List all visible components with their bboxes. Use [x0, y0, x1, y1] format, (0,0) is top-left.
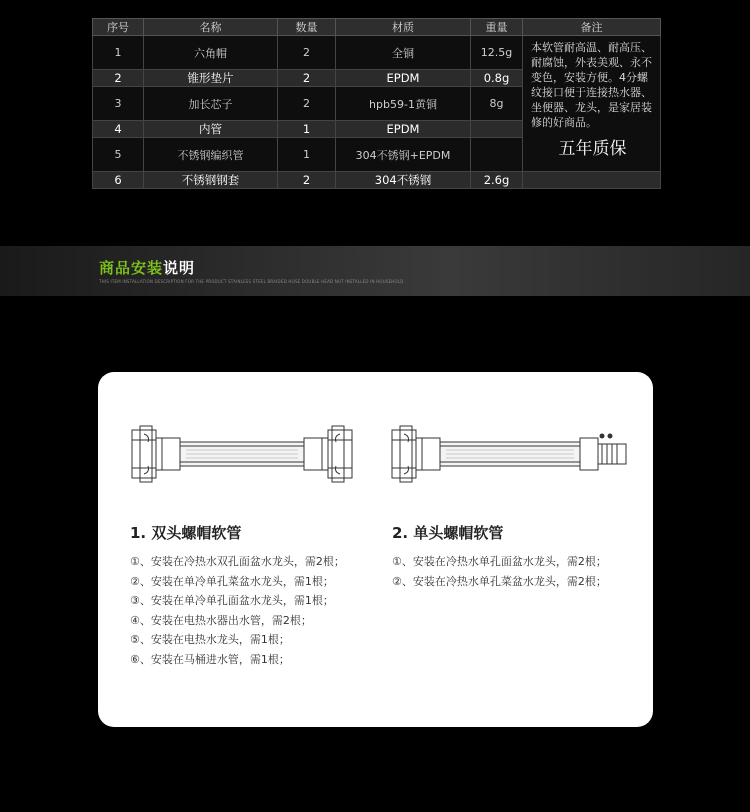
table-row: [93, 172, 661, 189]
cell-no: 4: [93, 121, 144, 138]
cell-qty: 2: [278, 36, 336, 70]
install-title-green: 商品安装: [99, 259, 164, 277]
cell-material: 304不锈钢+EPDM: [336, 138, 471, 172]
spec-table: [92, 18, 661, 189]
cell-weight: [471, 121, 523, 138]
header-no: 序号: [93, 19, 144, 36]
cell-name: 不锈钢钢套: [144, 172, 278, 189]
cell-weight: 2.6g: [471, 172, 523, 189]
cell-no: 3: [93, 87, 144, 121]
cell-name: 加长芯子: [144, 87, 278, 121]
cell-name: 锥形垫片: [144, 70, 278, 87]
cell-material: 304不锈钢: [336, 172, 471, 189]
cell-weight: [471, 138, 523, 172]
cell-empty: [523, 172, 661, 189]
cell-weight: 8g: [471, 87, 523, 121]
cell-qty: 2: [278, 172, 336, 189]
cell-material: 全铜: [336, 36, 471, 70]
header-note: 备注: [523, 19, 661, 36]
note-cell: [523, 36, 661, 172]
single-head-list: [392, 552, 607, 591]
cell-material: EPDM: [336, 121, 471, 138]
list-item: ④、安装在电热水器出水管，需2根；: [130, 613, 312, 627]
single-head-hose-diagram: [386, 424, 636, 486]
cell-qty: 2: [278, 87, 336, 121]
cell-qty: 2: [278, 70, 336, 87]
cell-no: 5: [93, 138, 144, 172]
header-material: 材质: [336, 19, 471, 36]
cell-qty: 1: [278, 121, 336, 138]
list-item: ⑤、安装在电热水龙头，需1根；: [130, 633, 290, 646]
warranty-title: 五年质保: [558, 139, 627, 159]
list-item: ②、安装在单冷单孔菜盆水龙头，需1根；: [130, 574, 334, 588]
note-text: 本软管耐高温、耐高压、耐腐蚀，外表美观、永不变色，安装方便。4分螺纹接口便于连接热水器、坐便器、龙头，是家居装修的好商品。: [531, 41, 652, 129]
double-head-list: [130, 552, 345, 669]
cell-no: 2: [93, 70, 144, 87]
cell-material: EPDM: [336, 70, 471, 87]
install-section-title: [99, 257, 195, 278]
header-qty: 数量: [278, 19, 336, 36]
header-name: 名称: [144, 19, 278, 36]
table-row: [93, 36, 661, 70]
cell-name: 不锈钢编织管: [144, 138, 278, 172]
cell-qty: 1: [278, 138, 336, 172]
double-head-title: 1. 双头螺帽软管: [130, 524, 242, 542]
list-item: ②、安装在冷热水单孔菜盆水龙头，需2根；: [392, 574, 607, 588]
list-item: ③、安装在单冷单孔面盆水龙头，需1根；: [130, 594, 334, 607]
install-title-white: 说明: [163, 259, 196, 277]
header-weight: 重量: [471, 19, 523, 36]
cell-no: 1: [93, 36, 144, 70]
cell-material: hpb59-1黄铜: [336, 87, 471, 121]
double-head-hose-diagram: [126, 424, 358, 486]
install-subtitle: THIS ITEM INSTALLATION DESCRIPTION FOR THE PRODUCT STAINLESS STEEL BRAIDED HOSE DOUBLE HEAD NUT INSTALLED IN HOUSEHOLD: [99, 279, 404, 284]
cell-name: 六角帽: [144, 36, 278, 70]
cell-no: 6: [93, 172, 144, 189]
cell-weight: 0.8g: [471, 70, 523, 87]
single-head-title: 2. 单头螺帽软管: [392, 524, 504, 542]
list-item: ⑥、安装在马桶进水管，需1根；: [130, 652, 290, 666]
list-item: ①、安装在冷热水双孔面盆水龙头，需2根；: [130, 555, 345, 568]
cell-name: 内管: [144, 121, 278, 138]
list-item: ①、安装在冷热水单孔面盆水龙头，需2根；: [392, 555, 607, 568]
table-header-row: [93, 19, 661, 36]
cell-weight: 12.5g: [471, 36, 523, 70]
